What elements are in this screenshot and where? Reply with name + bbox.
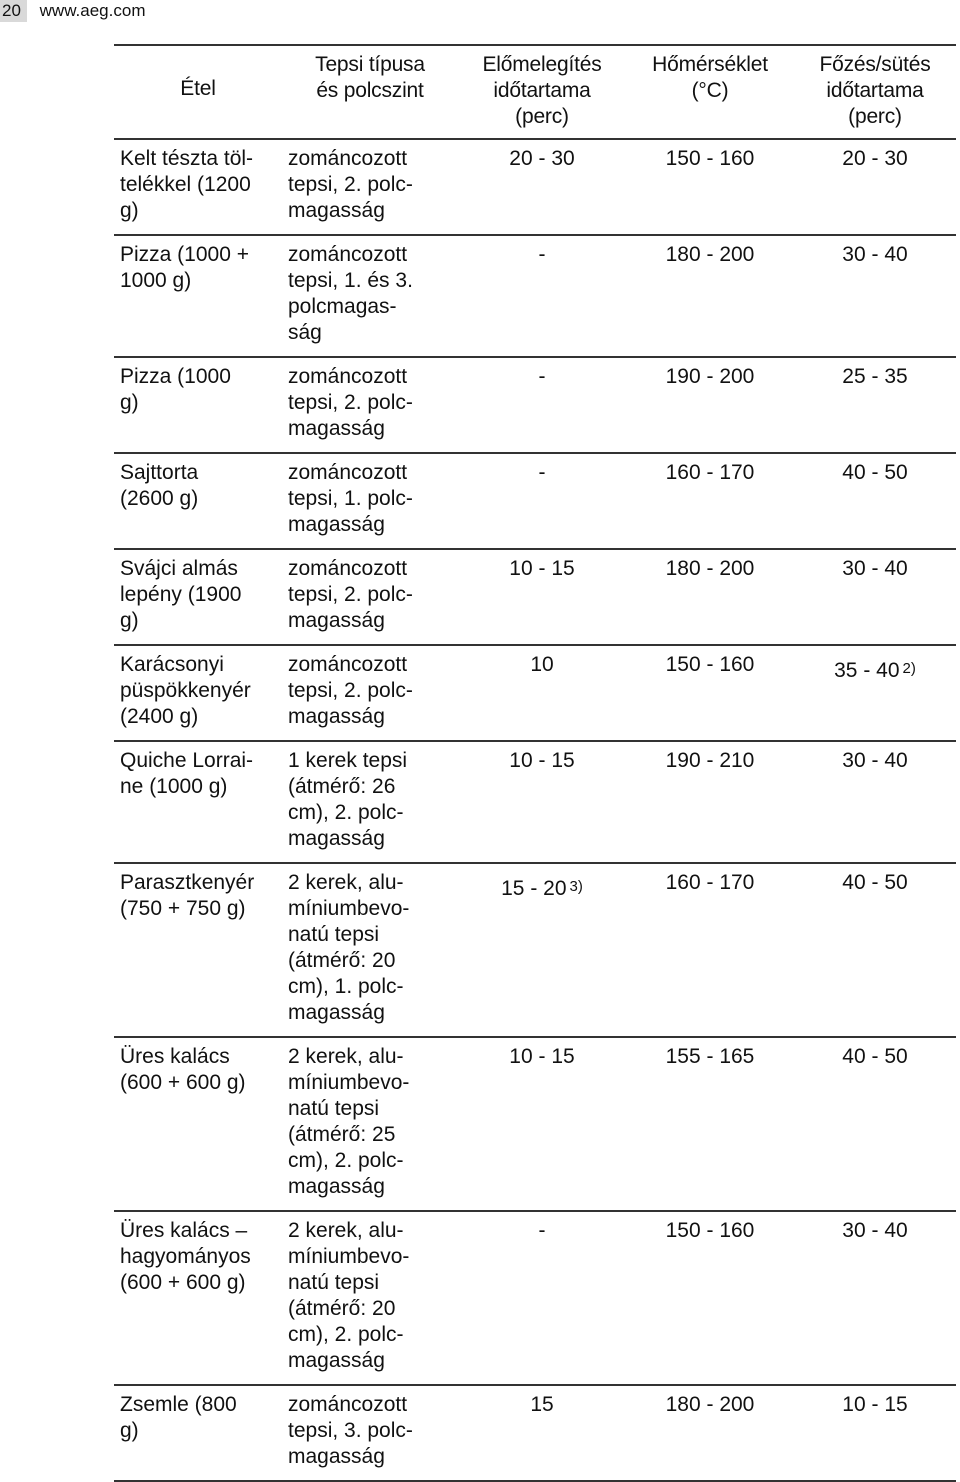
cell-preheat-value: 20 - 30 bbox=[509, 147, 575, 170]
cell-preheat bbox=[458, 1037, 626, 1211]
cell-food: Svájci almás lepény (1900 g) bbox=[120, 557, 242, 632]
cell-preheat bbox=[458, 863, 626, 1037]
cell-tray: 2 kerek, alu- míniumbevo- natú tepsi (átmérő: 20 cm), 1. polc- magasság bbox=[288, 871, 410, 1024]
cell-temperature-value: 190 - 200 bbox=[665, 365, 755, 388]
table-row bbox=[114, 1211, 956, 1385]
cell-food: Parasztkenyér (750 + 750 g) bbox=[120, 871, 255, 920]
cell-preheat-value: 10 - 15 bbox=[509, 557, 575, 580]
cell-cooking bbox=[794, 453, 956, 549]
cell-tray: zománcozott tepsi, 2. polc- magasság bbox=[288, 653, 413, 728]
cell-preheat bbox=[458, 139, 626, 235]
cell-cooking-value: 30 - 40 bbox=[842, 557, 908, 580]
cell-cooking-value: 10 - 15 bbox=[842, 1393, 908, 1416]
cell-food: Karácsonyi püspökkenyér (2400 g) bbox=[120, 653, 251, 728]
page-number: 20 bbox=[0, 0, 27, 22]
header-tray: Tepsi típusa és polcszint bbox=[315, 53, 425, 102]
cell-cooking bbox=[794, 549, 956, 645]
cell-cooking-value: 30 - 40 bbox=[842, 1219, 908, 1242]
cell-tray: 1 kerek tepsi (átmérő: 26 cm), 2. polc- magasság bbox=[288, 749, 408, 850]
cell-tray: zománcozott tepsi, 3. polc- magasság bbox=[288, 1393, 413, 1468]
cell-preheat bbox=[458, 1385, 626, 1481]
cell-preheat bbox=[458, 741, 626, 863]
cell-food: Quiche Lorrai- ne (1000 g) bbox=[120, 749, 254, 798]
cell-tray: zománcozott tepsi, 2. polc- magasság bbox=[288, 147, 413, 222]
cell-temperature bbox=[626, 645, 794, 741]
cell-temperature bbox=[626, 1037, 794, 1211]
cell-temperature bbox=[626, 741, 794, 863]
cell-preheat-value: 10 - 15 bbox=[509, 749, 575, 772]
cell-temperature bbox=[626, 863, 794, 1037]
cell-cooking-value: 20 - 30 bbox=[842, 147, 908, 170]
cell-cooking bbox=[794, 1037, 956, 1211]
cell-temperature-value: 190 - 210 bbox=[665, 749, 755, 772]
table-row bbox=[114, 357, 956, 453]
table-row bbox=[114, 453, 956, 549]
footnote-marker: 3) bbox=[569, 878, 583, 895]
cell-preheat bbox=[458, 235, 626, 357]
cell-temperature-value: 180 - 200 bbox=[665, 243, 755, 266]
cell-cooking-value: 40 - 50 bbox=[842, 871, 908, 894]
page-header bbox=[0, 0, 145, 22]
header-food: Étel bbox=[180, 77, 216, 100]
cell-temperature-value: 180 - 200 bbox=[665, 1393, 755, 1416]
table-row bbox=[114, 139, 956, 235]
cell-temperature bbox=[626, 357, 794, 453]
table-row bbox=[114, 549, 956, 645]
cell-temperature-value: 160 - 170 bbox=[665, 461, 755, 484]
cell-cooking-value: 35 - 40 bbox=[834, 659, 900, 682]
cell-temperature bbox=[626, 549, 794, 645]
cell-preheat bbox=[458, 645, 626, 741]
cell-temperature bbox=[626, 1385, 794, 1481]
cell-food: Zsemle (800 g) bbox=[120, 1393, 237, 1442]
cell-cooking-value: 40 - 50 bbox=[842, 461, 908, 484]
cell-cooking bbox=[794, 645, 956, 741]
footnote-marker: 2) bbox=[902, 660, 916, 677]
cell-cooking bbox=[794, 863, 956, 1037]
cell-preheat-value: - bbox=[538, 461, 546, 484]
cell-food: Sajttorta (2600 g) bbox=[120, 461, 199, 510]
table-row bbox=[114, 1385, 956, 1481]
cell-cooking-value: 30 - 40 bbox=[842, 749, 908, 772]
table-row bbox=[114, 235, 956, 357]
cell-temperature bbox=[626, 139, 794, 235]
cell-cooking-value: 30 - 40 bbox=[842, 243, 908, 266]
cell-preheat bbox=[458, 549, 626, 645]
cell-cooking bbox=[794, 139, 956, 235]
cell-temperature bbox=[626, 453, 794, 549]
cell-preheat-value: - bbox=[538, 1219, 546, 1242]
table-row bbox=[114, 645, 956, 741]
cell-food: Pizza (1000 g) bbox=[120, 365, 231, 414]
site-url: www.aeg.com bbox=[39, 1, 146, 20]
table-header bbox=[114, 45, 956, 139]
cell-temperature bbox=[626, 235, 794, 357]
cell-food: Üres kalács – hagyományos (600 + 600 g) bbox=[120, 1219, 251, 1294]
cell-temperature bbox=[626, 1211, 794, 1385]
cell-cooking-value: 40 - 50 bbox=[842, 1045, 908, 1068]
cell-preheat-value: - bbox=[538, 243, 546, 266]
header-row bbox=[114, 45, 956, 139]
cell-cooking bbox=[794, 1211, 956, 1385]
table-body bbox=[114, 139, 956, 1481]
cell-cooking bbox=[794, 235, 956, 357]
cell-temperature-value: 150 - 160 bbox=[665, 653, 755, 676]
cell-temperature-value: 150 - 160 bbox=[665, 147, 755, 170]
cell-cooking bbox=[794, 1385, 956, 1481]
cell-cooking-value: 25 - 35 bbox=[842, 365, 908, 388]
cell-temperature-value: 160 - 170 bbox=[665, 871, 755, 894]
header-cooking: Főzés/sütés időtartama (perc) bbox=[819, 53, 931, 128]
table-row bbox=[114, 741, 956, 863]
cell-preheat bbox=[458, 453, 626, 549]
header-temperature: Hőmérséklet (°C) bbox=[652, 53, 768, 102]
cell-tray: 2 kerek, alu- míniumbevo- natú tepsi (átmérő: 25 cm), 2. polc- magasság bbox=[288, 1045, 410, 1198]
cell-cooking bbox=[794, 741, 956, 863]
cell-preheat bbox=[458, 357, 626, 453]
cell-food: Pizza (1000 + 1000 g) bbox=[120, 243, 249, 292]
cell-tray: zománcozott tepsi, 1. polc- magasság bbox=[288, 461, 413, 536]
cell-tray: zománcozott tepsi, 2. polc- magasság bbox=[288, 365, 413, 440]
cell-preheat-value: 10 - 15 bbox=[509, 1045, 575, 1068]
cell-food: Kelt tészta töl- telékkel (1200 g) bbox=[120, 147, 254, 222]
cell-cooking bbox=[794, 357, 956, 453]
cell-preheat bbox=[458, 1211, 626, 1385]
cell-preheat-value: - bbox=[538, 365, 546, 388]
cell-temperature-value: 150 - 160 bbox=[665, 1219, 755, 1242]
table-row bbox=[114, 863, 956, 1037]
cell-food: Üres kalács (600 + 600 g) bbox=[120, 1045, 246, 1094]
cell-temperature-value: 155 - 165 bbox=[665, 1045, 755, 1068]
cell-preheat-value: 10 bbox=[530, 653, 554, 676]
header-preheat: Előmelegítés időtartama (perc) bbox=[482, 53, 602, 128]
cell-preheat-value: 15 bbox=[530, 1393, 554, 1416]
baking-table bbox=[114, 44, 956, 1482]
cell-temperature-value: 180 - 200 bbox=[665, 557, 755, 580]
cell-tray: 2 kerek, alu- míniumbevo- natú tepsi (átmérő: 20 cm), 2. polc- magasság bbox=[288, 1219, 410, 1372]
cell-tray: zománcozott tepsi, 1. és 3. polcmagas- ság bbox=[288, 243, 413, 344]
cell-tray: zománcozott tepsi, 2. polc- magasság bbox=[288, 557, 413, 632]
cell-preheat-value: 15 - 20 bbox=[501, 877, 567, 900]
table-row bbox=[114, 1037, 956, 1211]
